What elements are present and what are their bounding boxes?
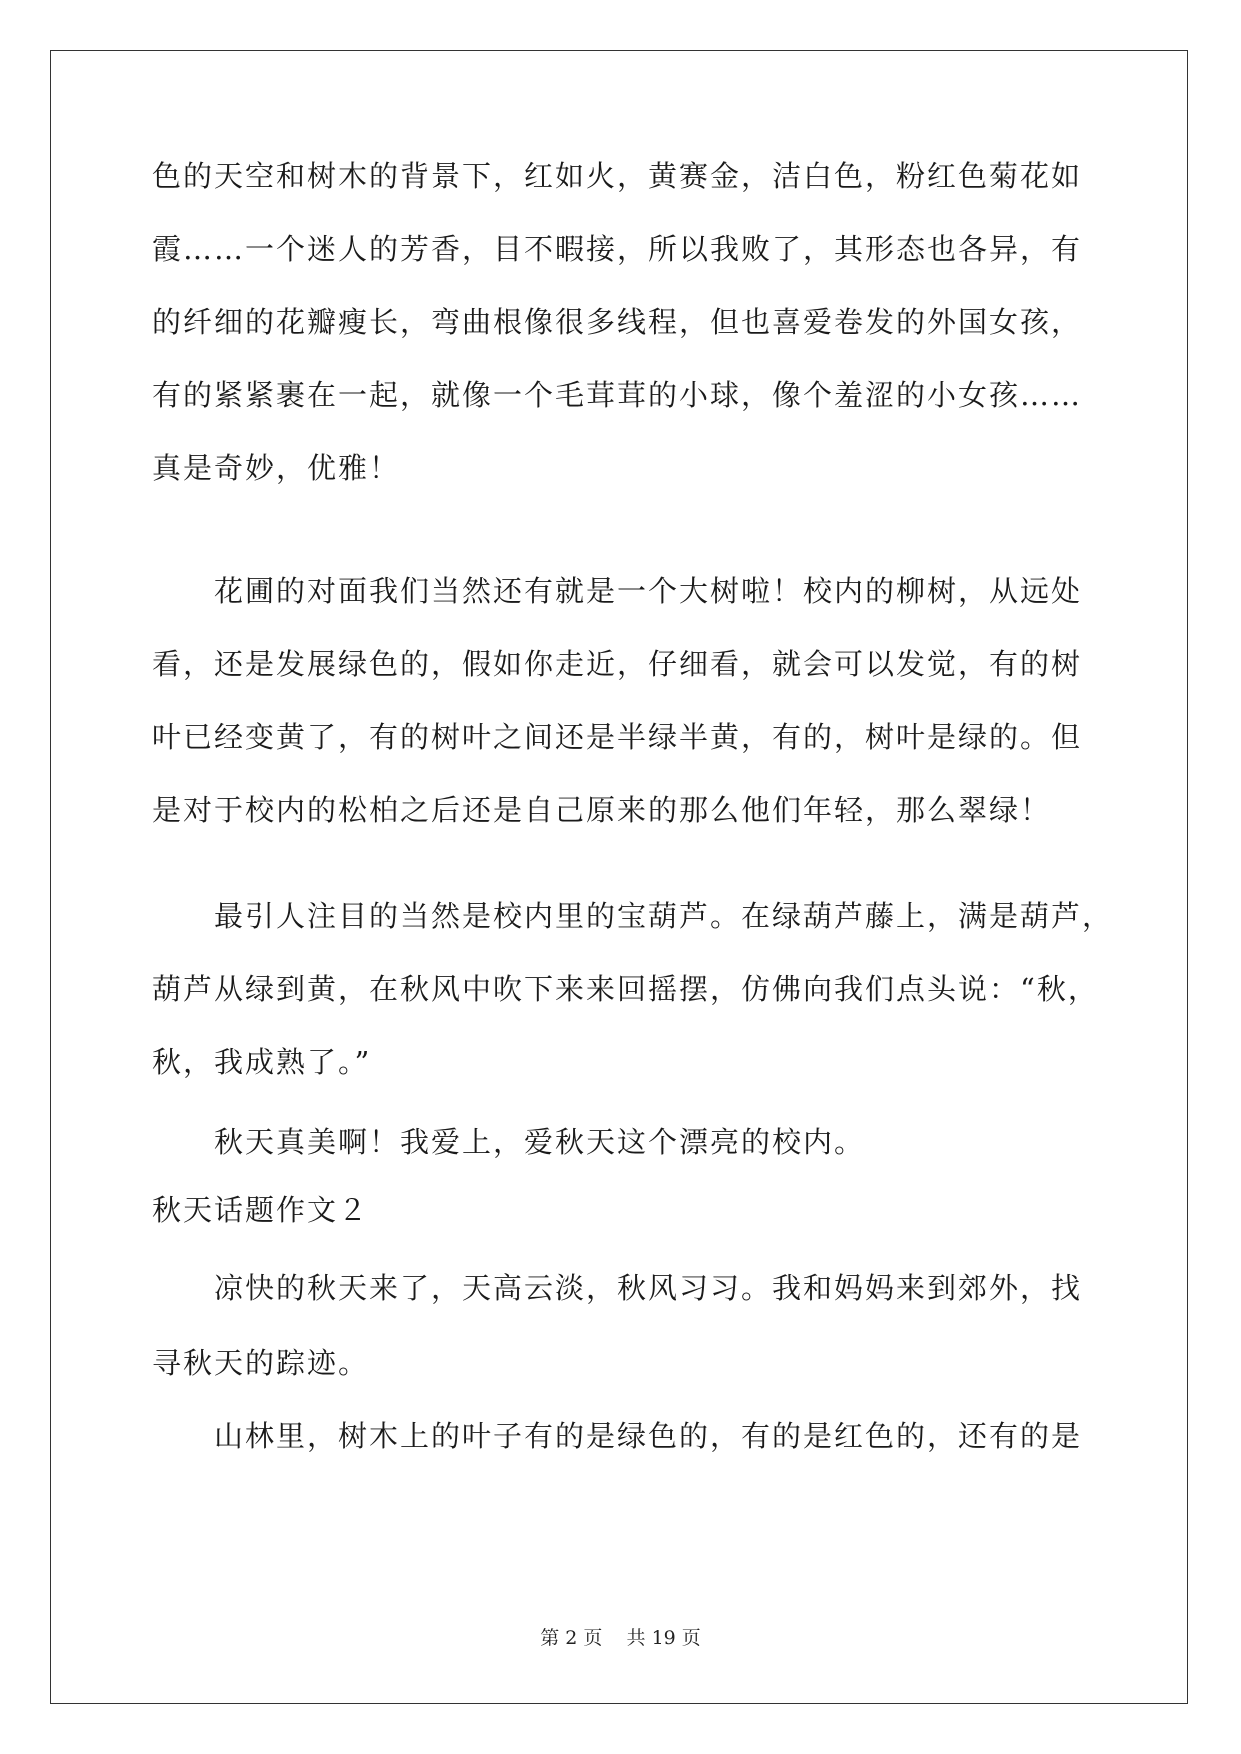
text-line: 霞……一个迷人的芳香，目不暇接，所以我败了，其形态也各异，有	[152, 232, 1083, 266]
paragraph-first-line: 凉快的秋天来了，天高云淡，秋风习习。我和妈妈来到郊外，找	[214, 1271, 1083, 1305]
text-line: 色的天空和树木的背景下，红如火，黄赛金，洁白色，粉红色菊花如	[152, 159, 1083, 193]
paragraph-first-line: 秋天真美啊！我爱上，爱秋天这个漂亮的校内。	[214, 1125, 866, 1159]
text-line: 有的紧紧裹在一起，就像一个毛茸茸的小球，像个羞涩的小女孩……	[152, 378, 1083, 412]
section-heading: 秋天话题作文２	[152, 1193, 370, 1227]
text-line: 葫芦从绿到黄，在秋风中吹下来来回摇摆，仿佛向我们点头说：“秋，	[152, 972, 1099, 1006]
text-line: 秋，我成熟了。”	[152, 1045, 372, 1079]
paragraph-first-line: 最引人注目的当然是校内里的宝葫芦。在绿葫芦藤上，满是葫芦，	[214, 899, 1114, 933]
paragraph-first-line: 花圃的对面我们当然还有就是一个大树啦！校内的柳树，从远处	[214, 574, 1083, 608]
text-line: 看，还是发展绿色的，假如你走近，仔细看，就会可以发觉，有的树	[152, 647, 1083, 681]
paragraph-first-line: 山林里，树木上的叶子有的是绿色的，有的是红色的，还有的是	[214, 1419, 1083, 1453]
page-number-footer: 第 2 页 共 19 页	[540, 1627, 701, 1649]
text-line: 的纤细的花瓣瘦长，弯曲根像很多线程，但也喜爱卷发的外国女孩，	[152, 305, 1083, 339]
text-line: 是对于校内的松柏之后还是自己原来的那么他们年轻，那么翠绿！	[152, 793, 1052, 827]
text-line: 真是奇妙，优雅！	[152, 451, 401, 485]
text-line: 叶已经变黄了，有的树叶之间还是半绿半黄，有的，树叶是绿的。但	[152, 720, 1083, 754]
text-line: 寻秋天的踪迹。	[152, 1346, 370, 1380]
